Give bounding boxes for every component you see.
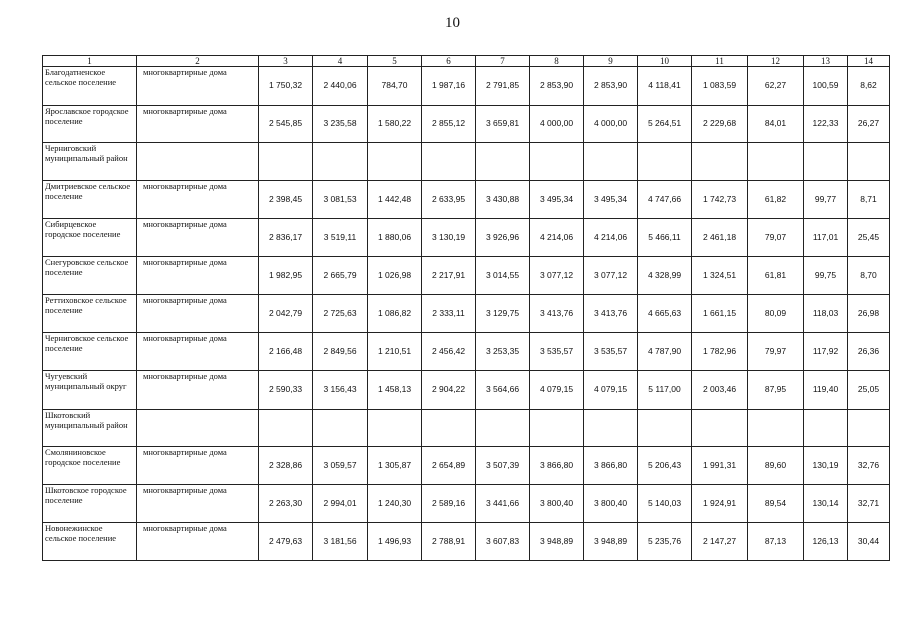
value-cell: 1 496,93 — [368, 523, 422, 561]
value-cell: 5 206,43 — [638, 447, 692, 485]
value-cell: 84,01 — [748, 106, 804, 143]
value-cell — [368, 143, 422, 181]
value-cell: 61,82 — [748, 181, 804, 219]
value-cell: 3 659,81 — [476, 106, 530, 143]
value-cell: 3 077,12 — [530, 257, 584, 295]
value-cell: 4 214,06 — [584, 219, 638, 257]
value-cell: 3 495,34 — [584, 181, 638, 219]
value-cell: 99,77 — [804, 181, 848, 219]
value-cell: 79,07 — [748, 219, 804, 257]
value-cell: 3 519,11 — [313, 219, 368, 257]
value-cell — [692, 410, 748, 447]
housing-type: многоквартирные дома — [137, 257, 259, 295]
table-row — [43, 181, 890, 219]
value-cell: 2 398,45 — [259, 181, 313, 219]
value-cell: 1 580,22 — [368, 106, 422, 143]
value-cell: 3 156,43 — [313, 371, 368, 410]
value-cell: 4 328,99 — [638, 257, 692, 295]
value-cell: 89,60 — [748, 447, 804, 485]
value-cell: 3 926,96 — [476, 219, 530, 257]
housing-type: многоквартирные дома — [137, 219, 259, 257]
column-header: 11 — [692, 56, 748, 67]
value-cell: 5 117,00 — [638, 371, 692, 410]
value-cell: 3 800,40 — [584, 485, 638, 523]
housing-type: многоквартирные дома — [137, 295, 259, 333]
housing-type: многоквартирные дома — [137, 371, 259, 410]
column-header: 13 — [804, 56, 848, 67]
value-cell: 4 665,63 — [638, 295, 692, 333]
value-cell: 1 991,31 — [692, 447, 748, 485]
column-header: 5 — [368, 56, 422, 67]
value-cell: 2 725,63 — [313, 295, 368, 333]
value-cell: 1 924,91 — [692, 485, 748, 523]
settlement-name: Дмитриевское сельское поселение — [43, 181, 137, 219]
value-cell: 2 456,42 — [422, 333, 476, 371]
value-cell: 5 140,03 — [638, 485, 692, 523]
value-cell: 3 413,76 — [530, 295, 584, 333]
value-cell: 3 181,56 — [313, 523, 368, 561]
table-row — [43, 410, 890, 447]
value-cell: 3 948,89 — [584, 523, 638, 561]
value-cell: 117,92 — [804, 333, 848, 371]
table-row — [43, 219, 890, 257]
value-cell: 100,59 — [804, 67, 848, 106]
value-cell: 118,03 — [804, 295, 848, 333]
value-cell: 3 866,80 — [530, 447, 584, 485]
value-cell: 3 495,34 — [530, 181, 584, 219]
value-cell — [638, 410, 692, 447]
value-cell: 1 240,30 — [368, 485, 422, 523]
value-cell: 126,13 — [804, 523, 848, 561]
value-cell: 130,19 — [804, 447, 848, 485]
value-cell: 8,62 — [848, 67, 890, 106]
value-cell: 2 788,91 — [422, 523, 476, 561]
value-cell: 3 253,35 — [476, 333, 530, 371]
value-cell: 3 059,57 — [313, 447, 368, 485]
value-cell: 4 747,66 — [638, 181, 692, 219]
value-cell — [848, 143, 890, 181]
value-cell: 119,40 — [804, 371, 848, 410]
value-cell: 1 880,06 — [368, 219, 422, 257]
value-cell: 2 147,27 — [692, 523, 748, 561]
value-cell: 2 590,33 — [259, 371, 313, 410]
value-cell: 2 904,22 — [422, 371, 476, 410]
table-header-row — [43, 56, 890, 67]
value-cell: 2 665,79 — [313, 257, 368, 295]
value-cell: 5 235,76 — [638, 523, 692, 561]
value-cell: 3 800,40 — [530, 485, 584, 523]
value-cell: 3 235,58 — [313, 106, 368, 143]
settlement-name: Смоляниновское городское поселение — [43, 447, 137, 485]
value-cell: 2 042,79 — [259, 295, 313, 333]
value-cell: 3 430,88 — [476, 181, 530, 219]
value-cell: 80,09 — [748, 295, 804, 333]
value-cell — [692, 143, 748, 181]
housing-type: многоквартирные дома — [137, 485, 259, 523]
value-cell: 1 026,98 — [368, 257, 422, 295]
value-cell: 2 217,91 — [422, 257, 476, 295]
value-cell: 62,27 — [748, 67, 804, 106]
table-row — [43, 143, 890, 181]
value-cell: 3 081,53 — [313, 181, 368, 219]
column-header: 6 — [422, 56, 476, 67]
value-cell: 1 442,48 — [368, 181, 422, 219]
housing-type: многоквартирные дома — [137, 181, 259, 219]
settlement-name: Шкотовский муниципальный район — [43, 410, 137, 447]
value-cell: 26,36 — [848, 333, 890, 371]
column-header: 1 — [43, 56, 137, 67]
value-cell — [476, 410, 530, 447]
value-cell: 4 787,90 — [638, 333, 692, 371]
value-cell: 5 264,51 — [638, 106, 692, 143]
value-cell: 1 083,59 — [692, 67, 748, 106]
value-cell: 99,75 — [804, 257, 848, 295]
table-row — [43, 485, 890, 523]
value-cell: 2 440,06 — [313, 67, 368, 106]
value-cell — [748, 143, 804, 181]
value-cell — [259, 143, 313, 181]
settlement-name: Новонежинское сельское поселение — [43, 523, 137, 561]
value-cell — [313, 410, 368, 447]
housing-type: многоквартирные дома — [137, 106, 259, 143]
value-cell — [804, 143, 848, 181]
table-row — [43, 371, 890, 410]
value-cell: 26,98 — [848, 295, 890, 333]
value-cell: 2 479,63 — [259, 523, 313, 561]
value-cell: 3 607,83 — [476, 523, 530, 561]
value-cell — [804, 410, 848, 447]
settlement-name: Снегуровское сельское поселение — [43, 257, 137, 295]
value-cell: 4 000,00 — [584, 106, 638, 143]
value-cell — [422, 143, 476, 181]
value-cell: 8,71 — [848, 181, 890, 219]
table-row — [43, 523, 890, 561]
value-cell: 32,76 — [848, 447, 890, 485]
settlement-name: Благодатненское сельское поселение — [43, 67, 137, 106]
value-cell: 2 633,95 — [422, 181, 476, 219]
value-cell: 2 166,48 — [259, 333, 313, 371]
table-row — [43, 447, 890, 485]
value-cell: 3 129,75 — [476, 295, 530, 333]
value-cell: 2 994,01 — [313, 485, 368, 523]
value-cell: 3 866,80 — [584, 447, 638, 485]
value-cell: 3 130,19 — [422, 219, 476, 257]
value-cell: 4 079,15 — [530, 371, 584, 410]
value-cell: 1 210,51 — [368, 333, 422, 371]
housing-type: многоквартирные дома — [137, 67, 259, 106]
settlement-name: Чугуевский муниципальный округ — [43, 371, 137, 410]
value-cell: 2 328,86 — [259, 447, 313, 485]
value-cell: 2 461,18 — [692, 219, 748, 257]
value-cell: 87,13 — [748, 523, 804, 561]
value-cell: 1 458,13 — [368, 371, 422, 410]
value-cell: 1 750,32 — [259, 67, 313, 106]
value-cell: 2 836,17 — [259, 219, 313, 257]
value-cell — [848, 410, 890, 447]
value-cell: 2 849,56 — [313, 333, 368, 371]
value-cell — [584, 410, 638, 447]
table-row — [43, 106, 890, 143]
value-cell: 30,44 — [848, 523, 890, 561]
value-cell — [313, 143, 368, 181]
value-cell: 79,97 — [748, 333, 804, 371]
settlement-name: Реттиховское сельское поселение — [43, 295, 137, 333]
value-cell: 2 229,68 — [692, 106, 748, 143]
table-row — [43, 67, 890, 106]
value-cell — [422, 410, 476, 447]
value-cell: 130,14 — [804, 485, 848, 523]
value-cell: 3 413,76 — [584, 295, 638, 333]
column-header: 10 — [638, 56, 692, 67]
value-cell: 4 118,41 — [638, 67, 692, 106]
value-cell: 2 853,90 — [530, 67, 584, 106]
value-cell: 3 441,66 — [476, 485, 530, 523]
housing-type: многоквартирные дома — [137, 523, 259, 561]
value-cell: 2 263,30 — [259, 485, 313, 523]
value-cell: 1 742,73 — [692, 181, 748, 219]
value-cell — [748, 410, 804, 447]
column-header: 3 — [259, 56, 313, 67]
settlement-name: Шкотовское городское поселение — [43, 485, 137, 523]
settlement-name: Черниговский муниципальный район — [43, 143, 137, 181]
housing-type — [137, 410, 259, 447]
column-header: 12 — [748, 56, 804, 67]
value-cell: 1 324,51 — [692, 257, 748, 295]
value-cell: 3 507,39 — [476, 447, 530, 485]
value-cell: 25,05 — [848, 371, 890, 410]
table-row — [43, 295, 890, 333]
housing-type — [137, 143, 259, 181]
value-cell: 1 982,95 — [259, 257, 313, 295]
value-cell: 2 003,46 — [692, 371, 748, 410]
value-cell: 2 589,16 — [422, 485, 476, 523]
table-row — [43, 257, 890, 295]
value-cell: 2 333,11 — [422, 295, 476, 333]
settlement-name: Сибирцевское городское поселение — [43, 219, 137, 257]
value-cell: 3 077,12 — [584, 257, 638, 295]
value-cell: 5 466,11 — [638, 219, 692, 257]
column-header: 4 — [313, 56, 368, 67]
table-row — [43, 333, 890, 371]
value-cell — [476, 143, 530, 181]
column-header: 14 — [848, 56, 890, 67]
value-cell: 4 000,00 — [530, 106, 584, 143]
value-cell: 3 535,57 — [530, 333, 584, 371]
value-cell: 3 564,66 — [476, 371, 530, 410]
value-cell: 3 535,57 — [584, 333, 638, 371]
value-cell: 1 305,87 — [368, 447, 422, 485]
value-cell: 89,54 — [748, 485, 804, 523]
value-cell: 1 987,16 — [422, 67, 476, 106]
column-header: 8 — [530, 56, 584, 67]
value-cell: 61,81 — [748, 257, 804, 295]
value-cell: 3 014,55 — [476, 257, 530, 295]
value-cell: 1 782,96 — [692, 333, 748, 371]
value-cell — [530, 410, 584, 447]
value-cell: 2 654,89 — [422, 447, 476, 485]
value-cell: 25,45 — [848, 219, 890, 257]
value-cell — [638, 143, 692, 181]
value-cell: 8,70 — [848, 257, 890, 295]
value-cell: 4 214,06 — [530, 219, 584, 257]
housing-type: многоквартирные дома — [137, 447, 259, 485]
value-cell: 4 079,15 — [584, 371, 638, 410]
value-cell: 26,27 — [848, 106, 890, 143]
settlement-name: Ярославское городское поселение — [43, 106, 137, 143]
value-cell: 1 661,15 — [692, 295, 748, 333]
value-cell: 3 948,89 — [530, 523, 584, 561]
value-cell: 2 791,85 — [476, 67, 530, 106]
column-header: 7 — [476, 56, 530, 67]
housing-type: многоквартирные дома — [137, 333, 259, 371]
value-cell — [259, 410, 313, 447]
tariff-table — [42, 55, 890, 561]
value-cell: 2 855,12 — [422, 106, 476, 143]
value-cell: 784,70 — [368, 67, 422, 106]
column-header: 9 — [584, 56, 638, 67]
value-cell: 32,71 — [848, 485, 890, 523]
value-cell: 87,95 — [748, 371, 804, 410]
value-cell: 117,01 — [804, 219, 848, 257]
value-cell — [368, 410, 422, 447]
value-cell — [584, 143, 638, 181]
value-cell: 1 086,82 — [368, 295, 422, 333]
value-cell: 122,33 — [804, 106, 848, 143]
column-header: 2 — [137, 56, 259, 67]
value-cell: 2 545,85 — [259, 106, 313, 143]
page-number: 10 — [445, 15, 460, 31]
value-cell: 2 853,90 — [584, 67, 638, 106]
settlement-name: Черниговское сельское поселение — [43, 333, 137, 371]
value-cell — [530, 143, 584, 181]
